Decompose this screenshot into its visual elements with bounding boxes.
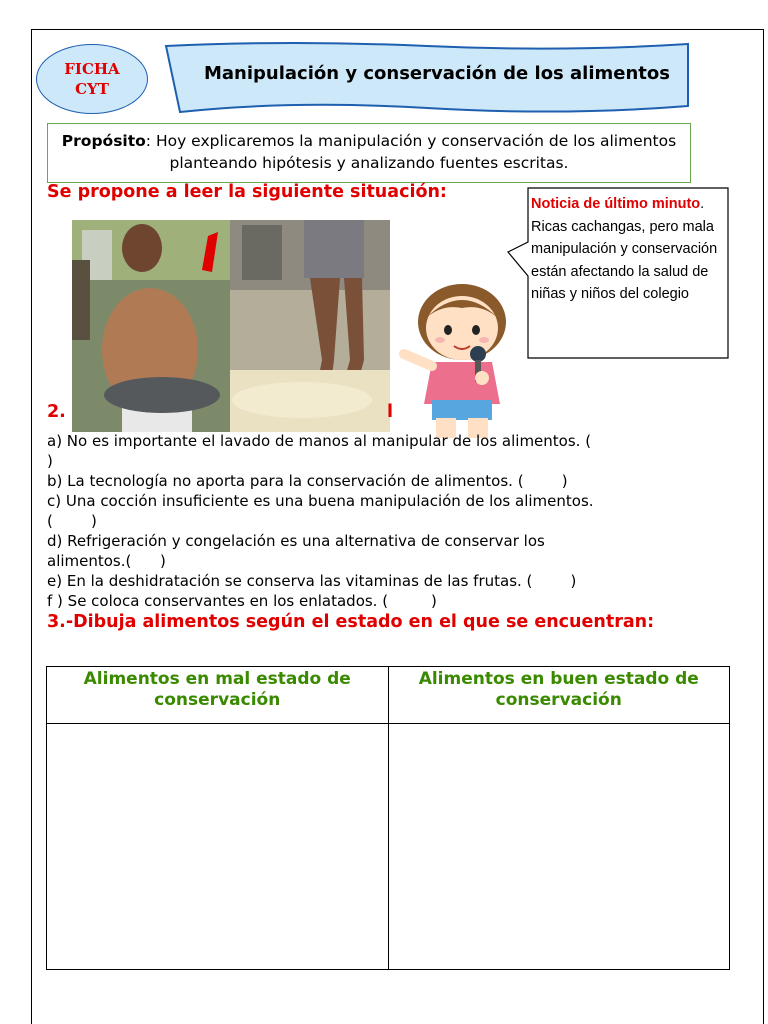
list-item: b) La tecnología no aporta para la conservación de alimentos. ( ) [47,472,568,490]
drawing-table [46,666,730,970]
badge-line-1: FICHA [64,60,120,78]
section-1-heading: Se propone a leer la siguiente situación: [47,182,447,202]
title-banner [162,40,692,118]
list-item: d) Refrigeración y congelación es una alternativa de conservar los [47,532,545,550]
list-item: c) Una cocción insuficiente es una buena manipulación de los alimentos. [47,492,594,510]
ficha-badge [36,44,148,114]
purpose-label: Propósito [61,132,146,150]
column-header-good-state: Alimentos en buen estado de conservación [388,667,730,724]
badge-line-2: CYT [75,80,109,98]
list-item: f ) Se coloca conservantes en los enlatados. ( ) [47,592,437,610]
section-3-heading: 3.-Dibuja alimentos según el estado en el que se encuentran: [47,612,655,632]
list-item: ) [47,452,53,470]
drawing-cell-bad-state[interactable] [47,724,389,970]
list-item: alimentos.( ) [47,552,166,570]
food-handling-photo [72,220,390,432]
page-title: Manipulación y conservación de los alimentos [204,63,670,84]
list-item: e) En la deshidratación se conserva las vitaminas de las frutas. ( ) [47,572,577,590]
drawing-cell-good-state[interactable] [388,724,730,970]
purpose-text: : Hoy explicaremos la manipulación y conservación de los alimentos planteando hipótesis y analizando fuentes escritas. [145,132,677,172]
purpose-box [47,123,691,183]
news-highlight: Noticia de último minuto [531,196,701,212]
list-item: a) No es importante el lavado de manos al manipular de los alimentos. ( [47,432,592,450]
true-false-list [47,431,717,611]
section-2-heading [47,402,393,422]
section-2-heading-end: l [387,402,393,422]
list-item: ( ) [47,512,97,530]
reporter-girl-illustration [392,282,532,442]
column-header-bad-state: Alimentos en mal estado de conservación [47,667,389,724]
news-callout-text [531,193,726,306]
section-2-number: 2. [47,402,66,422]
news-body: . Ricas cachangas, pero mala manipulación y conservación están afectando la salud de niñas y niños del colegio [531,196,718,302]
